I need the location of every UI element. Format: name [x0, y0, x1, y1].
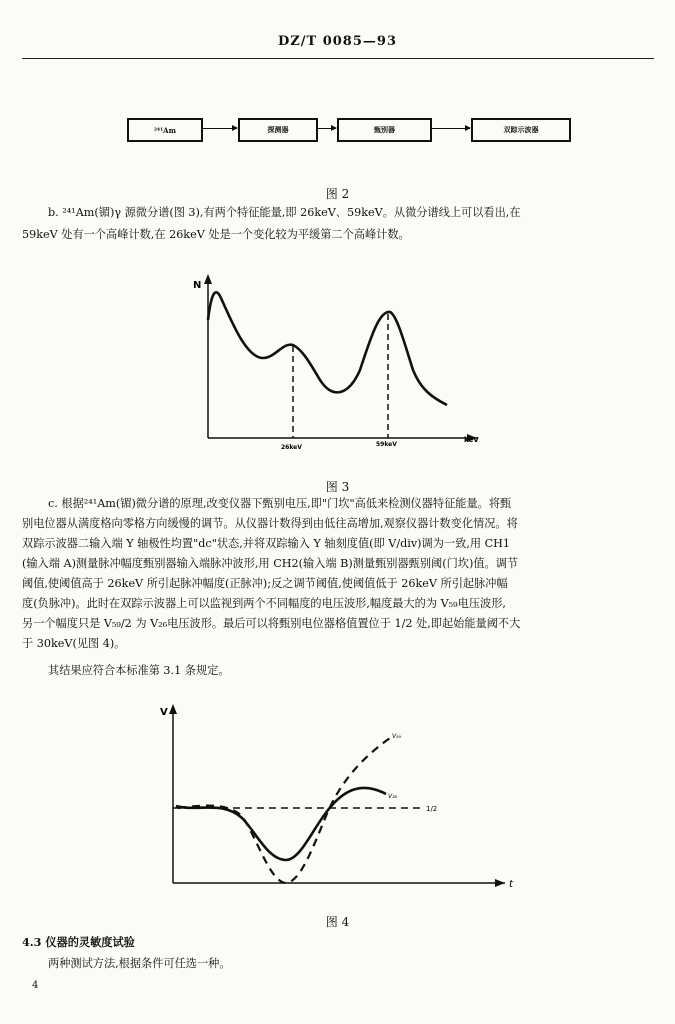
figure3-spectrum [185, 270, 505, 460]
fig3-spectrum-curve [208, 292, 447, 405]
block-detector: 探测器 [238, 118, 318, 142]
figure3-caption: 图 3 [325, 480, 350, 494]
fig4-half-label: 1/2 [426, 805, 438, 813]
fig4-y-label: V [160, 707, 168, 718]
para-c-line5: 阈值,使阈值高于 26keV 所引起脉冲幅度(正脉冲);反之调节阈值,使阈值低于 26keV 所引起脉冲幅 [22, 577, 508, 590]
fig4-v59-waveform [178, 738, 390, 883]
para-c-line7: 另一个幅度只是 V₅₉/2 为 V₂₆电压波形。最后可以将甄别电位器格值置位于 1/2 处,即起始能量阈不大 [22, 617, 521, 630]
page-number: 4 [32, 980, 39, 991]
block-oscilloscope: 双踪示波器 [471, 118, 571, 142]
document-header: DZ/T 0085—93 [278, 34, 397, 49]
fig3-tick-59kev: 59keV [376, 441, 397, 448]
fig4-x-label: t [509, 879, 513, 890]
figure4-caption: 图 4 [325, 915, 350, 929]
fig4-x-arrow [495, 879, 505, 887]
fig4-v26-waveform [176, 788, 386, 860]
fig3-y-label: N [193, 280, 202, 291]
section-4-3-text: 两种测试方法,根据条件可任选一种。 [48, 957, 231, 970]
arrow-1 [203, 128, 237, 129]
header-rule [22, 58, 654, 59]
para-c-line6: 度(负脉冲)。此时在双踪示波器上可以监视到两个不同幅度的电压波形,幅度最大的为 V₅₉电压波形, [22, 597, 506, 610]
arrow-3 [432, 128, 470, 129]
para-c-line2: 别电位器从满度格向零格方向缓慢的调节。从仪器计数得到由低往高增加,观察仪器计数变化情况。将 [22, 517, 518, 530]
para-c-line4: (输入端 A)测量脉冲幅度甄别器输入端脉冲波形,用 CH2(输入端 B)测量甄别器甄别阈(门坎)值。调节 [22, 557, 519, 570]
fig4-v26-label: V₂₆ [388, 793, 397, 800]
fig4-v59-label: V₅₉ [392, 733, 401, 740]
fig4-y-arrow [169, 704, 177, 714]
para-c-line1: c. 根据²⁴¹Am(镅)微分谱的原理,改变仪器下甄别电压,即"门坎"高低来检测仪器特征能量。将甄 [48, 497, 512, 510]
para-c-line3: 双踪示波器二输入端 Y 轴极性均置"dc"状态,并将双踪输入 Y 轴刻度值(即 V/div)调为一致,用 CH1 [22, 537, 511, 550]
fig3-y-arrow [204, 274, 212, 284]
figure2-caption: 图 2 [325, 187, 350, 201]
para-b-line1: b. ²⁴¹Am(镅)γ 源微分谱(图 3),有两个特征能量,即 26keV、59keV。从微分谱线上可以看出,在 [48, 206, 521, 219]
block-am-source: ²⁴¹Am [127, 118, 203, 142]
fig3-x-label: keV [464, 436, 479, 444]
block-discriminator: 甄别器 [337, 118, 432, 142]
arrow-2 [318, 128, 336, 129]
para-c-line8: 于 30keV(见图 4)。 [22, 637, 126, 650]
para-b-line2: 59keV 处有一个高峰计数,在 26keV 处是一个变化较为平缓第二个高峰计数。 [22, 228, 410, 241]
section-4-3-heading: 4.3 仪器的灵敏度试验 [22, 935, 135, 949]
para-c-result: 其结果应符合本标准第 3.1 条规定。 [48, 664, 230, 677]
figure4-waveforms [150, 700, 520, 890]
fig3-tick-26kev: 26keV [281, 444, 302, 451]
